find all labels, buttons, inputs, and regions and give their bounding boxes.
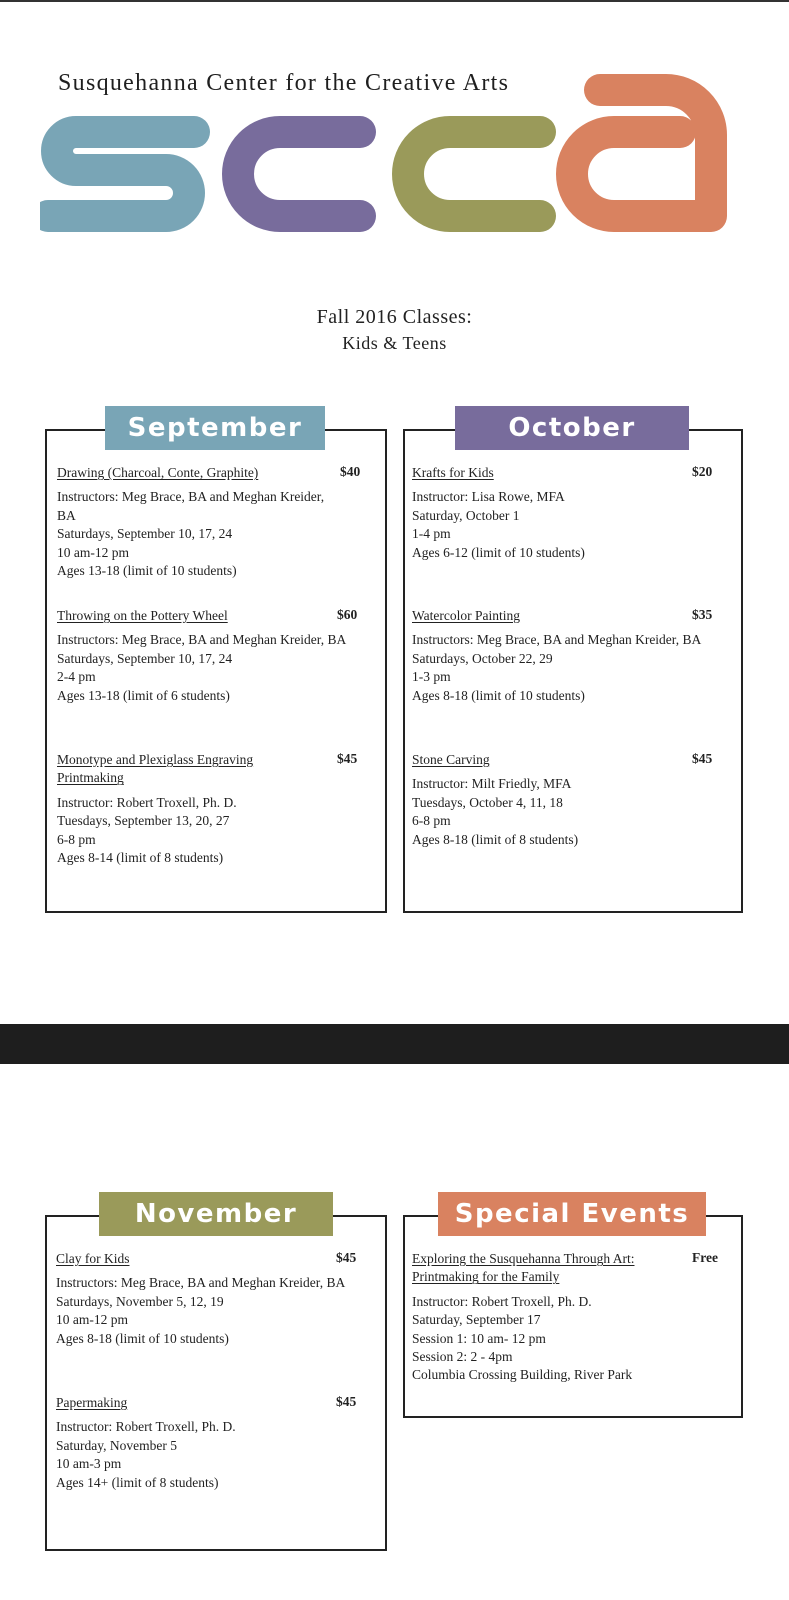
class-title: Drawing (Charcoal, Conte, Graphite) bbox=[57, 465, 259, 480]
october-tab: October bbox=[455, 406, 689, 450]
class-ages: Ages 6-12 (limit of 10 students) bbox=[412, 544, 585, 560]
special-event-1 bbox=[412, 1250, 682, 1385]
org-name: Susquehanna Center for the Creative Arts bbox=[58, 70, 510, 96]
november-class-2 bbox=[56, 1394, 356, 1492]
class-ages: Ages 8-18 (limit of 10 students) bbox=[56, 1330, 229, 1346]
september-class-3 bbox=[57, 751, 357, 867]
class-instructor: Instructors: Meg Brace, BA and Meghan Kreider, BA bbox=[56, 1275, 346, 1291]
class-ages: Ages 8-18 (limit of 10 students) bbox=[412, 687, 585, 703]
logo-letter-c-1 bbox=[238, 132, 360, 216]
class-dates: Tuesdays, September 13, 20, 27 bbox=[57, 813, 230, 829]
special-events-tab: Special Events bbox=[438, 1192, 706, 1236]
class-price: $40 bbox=[340, 464, 361, 479]
event-session-1: Session 1: 10 am- 12 pm bbox=[412, 1330, 546, 1346]
logo-letter-s bbox=[48, 132, 194, 216]
class-ages: Ages 8-18 (limit of 8 students) bbox=[412, 831, 579, 847]
november-class-1 bbox=[56, 1250, 356, 1348]
event-location: Columbia Crossing Building, River Park bbox=[412, 1367, 633, 1383]
class-price: $45 bbox=[336, 1250, 357, 1265]
class-instructor: Instructors: Meg Brace, BA and Meghan Kreider, BA bbox=[412, 632, 702, 648]
class-time: 10 am-12 pm bbox=[56, 1312, 128, 1328]
page-title: Fall 2016 Classes: bbox=[316, 306, 473, 328]
event-session-2: Session 2: 2 - 4pm bbox=[412, 1349, 513, 1365]
class-ages: Ages 8-14 (limit of 8 students) bbox=[57, 850, 224, 866]
class-time: 1-4 pm bbox=[412, 526, 451, 542]
class-title: Papermaking bbox=[56, 1395, 128, 1410]
class-title: Krafts for Kids bbox=[412, 465, 494, 480]
class-title-line-2: Printmaking bbox=[57, 770, 124, 786]
class-dates: Saturdays, September 10, 17, 24 bbox=[57, 650, 233, 666]
class-title: Watercolor Painting bbox=[412, 608, 521, 623]
october-class-1 bbox=[412, 464, 712, 562]
class-time: 10 am-3 pm bbox=[56, 1456, 122, 1472]
class-title: Stone Carving bbox=[412, 752, 490, 767]
october-class-2 bbox=[412, 607, 722, 705]
class-dates: Saturdays, September 10, 17, 24 bbox=[57, 526, 233, 542]
page-separator-band bbox=[0, 1024, 789, 1064]
october-class-3 bbox=[412, 751, 712, 849]
class-price: $45 bbox=[337, 751, 358, 766]
class-dates: Saturday, October 1 bbox=[412, 507, 520, 523]
class-time: 2-4 pm bbox=[57, 669, 96, 685]
class-ages: Ages 13-18 (limit of 6 students) bbox=[57, 687, 230, 703]
class-instructor: Instructor: Robert Troxell, Ph. D. bbox=[56, 1419, 236, 1435]
logo-letter-a bbox=[572, 90, 711, 216]
class-dates: Saturdays, November 5, 12, 19 bbox=[56, 1293, 224, 1309]
top-border bbox=[0, 0, 789, 2]
class-price: $45 bbox=[692, 751, 713, 766]
class-price: $45 bbox=[336, 1394, 357, 1409]
event-instructor: Instructor: Robert Troxell, Ph. D. bbox=[412, 1293, 592, 1309]
page-subtitle: Kids & Teens bbox=[342, 333, 447, 353]
class-instructor: Instructor: Robert Troxell, Ph. D. bbox=[57, 794, 237, 810]
class-price: $35 bbox=[692, 607, 713, 622]
class-title: Throwing on the Pottery Wheel bbox=[57, 608, 228, 623]
class-time: 6-8 pm bbox=[412, 813, 451, 829]
class-dates: Saturday, November 5 bbox=[56, 1437, 177, 1453]
scca-logo bbox=[40, 60, 760, 260]
class-ages: Ages 13-18 (limit of 10 students) bbox=[57, 563, 237, 579]
event-price: Free bbox=[692, 1250, 718, 1265]
class-title-line-1: Monotype and Plexiglass Engraving bbox=[57, 752, 254, 767]
event-title-line-2: Printmaking for the Family bbox=[412, 1269, 560, 1285]
class-instructor: Instructor: Lisa Rowe, MFA bbox=[412, 489, 565, 505]
class-instructor: Instructors: Meg Brace, BA and Meghan Kreider, BA bbox=[57, 489, 325, 523]
class-price: $60 bbox=[337, 607, 358, 622]
september-class-2 bbox=[57, 607, 357, 705]
logo-letter-c-2 bbox=[408, 132, 540, 216]
class-time: 6-8 pm bbox=[57, 831, 96, 847]
class-time: 1-3 pm bbox=[412, 669, 451, 685]
class-time: 10 am-12 pm bbox=[57, 544, 129, 560]
september-tab: September bbox=[105, 406, 325, 450]
class-dates: Tuesdays, October 4, 11, 18 bbox=[412, 794, 563, 810]
class-instructor: Instructors: Meg Brace, BA and Meghan Kreider, BA bbox=[57, 632, 347, 648]
class-price: $20 bbox=[692, 464, 713, 479]
class-title: Clay for Kids bbox=[56, 1251, 130, 1266]
november-tab: November bbox=[99, 1192, 333, 1236]
class-instructor: Instructor: Milt Friedly, MFA bbox=[412, 776, 572, 792]
event-title-line-1: Exploring the Susquehanna Through Art: bbox=[412, 1251, 635, 1266]
class-dates: Saturdays, October 22, 29 bbox=[412, 650, 553, 666]
september-class-1 bbox=[57, 464, 337, 580]
event-date: Saturday, September 17 bbox=[412, 1312, 541, 1328]
class-ages: Ages 14+ (limit of 8 students) bbox=[56, 1474, 219, 1490]
